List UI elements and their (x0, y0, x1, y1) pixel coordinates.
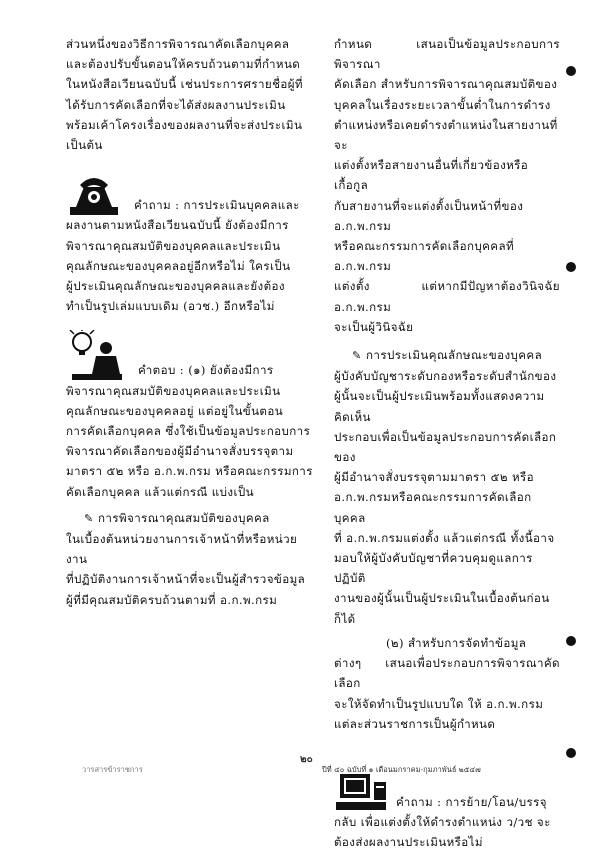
phone-person-icon (66, 169, 122, 227)
answer-block (66, 360, 314, 609)
text-line: ในหนังสือเวียนฉบับนี้ เช่นประการศรายชื่อผู้ที่ (66, 77, 303, 92)
intro-paragraph (66, 34, 314, 155)
margin-bullet-icon (566, 66, 576, 76)
sub-item-label: การพิจารณาคุณสมบัติของบุคคล (98, 510, 270, 525)
right-column (334, 34, 560, 853)
text-line: ผู้นั้นจะเป็นผู้ประเมินพร้อมทั้งแสดงความคิดเห็น (334, 389, 545, 424)
text-line: จะเป็นผู้วินิจฉัย (334, 319, 414, 334)
page-number: ๒๐ (300, 754, 313, 765)
text-line: พิจารณาคุณสมบัติของบุคคลและประเมิน (66, 238, 281, 253)
text-line: เป็นต้น (66, 138, 103, 153)
text-line: ผู้บังคับบัญชาระดับกองหรือระดับสำนักของ (334, 369, 557, 384)
question-label: คำถาม : การประเมินบุคคลและ (134, 198, 300, 213)
text-line: งานของผู้นั้นเป็นผู้ประเมินในเบื้องต้นก่อนก็ได้ (334, 591, 550, 626)
computer-icon (334, 772, 390, 824)
text-line: คัดเลือก สำหรับการพิจารณาคุณสมบัติของ (334, 77, 558, 92)
text-line: มาตรา ๕๒ หรือ อ.ก.พ.กรม หรือคณะกรรมการ (66, 464, 313, 479)
text-line: ผลงานตามหนังสือเวียนฉบับนี้ ยังต้องมีการ (66, 218, 289, 233)
text-line: พิจารณาคัดเลือกของผู้มีอำนาจสั่งบรรจุตาม (66, 444, 294, 459)
pen-icon: ✎ (84, 511, 94, 525)
answer-label: คำตอบ : (๑) ยังต้องมีการ (138, 363, 274, 378)
text-line: ได้รับการคัดเลือกที่จะได้ส่งผลงานประเมิน (66, 97, 286, 112)
text-line: ที่ปฏิบัติงานการเจ้าหน้าที่จะเป็นผู้สำรวจข้อมูล (66, 572, 306, 587)
page-footer (62, 754, 562, 774)
text-line: แต่งตั้ง แต่หากมีปัญหาต้องวินิจฉัย อ.ก.พ.กรม (334, 279, 560, 314)
text-line: หรือคณะกรรมการคัดเลือกบุคคลที่ อ.ก.พ.กรม (334, 239, 514, 274)
text-line: การคัดเลือกบุคคล ซึ่งใช้เป็นข้อมูลประกอบการ (66, 424, 311, 439)
text-line: จะให้จัดทำเป็นรูปแบบใด ให้ อ.ก.พ.กรม (334, 696, 544, 711)
text-line: ทำเป็นรูปเล่มแบบเดิม (อวช.) อีกหรือไม่ (66, 299, 275, 314)
sub-item-lead (66, 508, 314, 529)
text-line: คัดเลือกบุคคล แล้วแต่กรณี แบ่งเป็น (66, 484, 254, 499)
pen-icon: ✎ (352, 349, 362, 363)
question-block (66, 195, 314, 316)
item-2-lead: (๒) สำหรับการจัดทำข้อมูล (386, 635, 527, 650)
text-line: และต้องปรับขั้นตอนให้ครบถ้วนตามที่กำหนด (66, 57, 301, 72)
sub-item-label: การประเมินคุณลักษณะของบุคคล (366, 348, 543, 363)
text-line: บุคคลในเรื่องระยะเวลาขั้นต่ำในการดำรง (334, 97, 551, 112)
margin-bullet-icon (566, 636, 576, 646)
footer-issue-text: ปีที่ ๔๐ ฉบับที่ ๑ เดือนมกราคม-กุมภาพันธ์ ๒๕๔๗ (322, 765, 481, 774)
text-line: แต่งตั้งหรือสายงานอื่นที่เกี่ยวข้องหรือเกื้อกูล (334, 158, 529, 193)
text-line: ผู้ที่มีคุณสมบัติครบถ้วนตามที่ อ.ก.พ.กรม (66, 592, 278, 607)
footer-left-text: วารสารข้าราชการ (82, 765, 143, 774)
text-line: ผู้ประเมินคุณลักษณะของบุคคลและยังต้อง (66, 279, 285, 294)
text-line: ต้องส่งผลงานประเมินหรือไม่ (334, 835, 483, 850)
lightbulb-person-icon (66, 330, 126, 390)
question-block (334, 792, 560, 853)
sub-item-lead (334, 345, 560, 366)
text-line: อ.ก.พ.กรมหรือคณะกรรมการคัดเลือกบุคคล (334, 490, 532, 525)
text-line: มอบให้ผู้บังคับบัญชาที่ควบคุมดูแลการปฏิบัติ (334, 551, 533, 586)
text-line: ตำแหน่งหรือเคยดำรงตำแหน่งในสายงานที่จะ (334, 117, 558, 153)
left-column (66, 34, 314, 610)
text-line: แต่ละส่วนราชการเป็นผู้กำหนด (334, 716, 496, 731)
margin-bullet-icon (566, 262, 576, 272)
text-line: พร้อมเค้าโครงเรื่องของผลงานที่จะส่งประเมิน (66, 117, 303, 132)
text-line: ส่วนหนึ่งของวิธีการพิจารณาคัดเลือกบุคคล (66, 37, 290, 51)
text-line: คุณลักษณะของบุคคลอยู่ แต่อยู่ในขั้นตอน (66, 403, 284, 418)
text-line: กับสายงานที่จะแต่งตั้งเป็นหน้าที่ของ อ.ก.พ.กรม (334, 198, 524, 233)
text-line: ที่ อ.ก.พ.กรมแต่งตั้ง แล้วแต่กรณี ทั้งนี้อาจ (334, 530, 555, 545)
text-line: ต่างๆ เสนอเพื่อประกอบการพิจารณาคัดเลือก (334, 656, 560, 691)
text-line: กลับ เพื่อแต่งตั้งให้ดำรงตำแหน่ง ว/วช จะ (334, 815, 551, 830)
text-line: คุณลักษณะของบุคคลอยู่อีกหรือไม่ ใครเป็น (66, 258, 291, 273)
margin-bullet-icon (566, 748, 576, 758)
text-line: ในเบื้องต้นหน่วยงานการเจ้าหน้าที่หรือหน่วยงาน (66, 532, 298, 567)
text-line: ผู้มีอำนาจสั่งบรรจุตามมาตรา ๕๒ หรือ (334, 470, 535, 485)
text-line: กำหนด เสนอเป็นข้อมูลประกอบการพิจารณา (334, 37, 560, 72)
question-label: คำถาม : การย้าย/โอน/บรรจุ (396, 794, 547, 809)
text-line: พิจารณาคุณสมบัติของบุคคลและประเมิน (66, 383, 281, 398)
text-line: ประกอบเพื่อเป็นข้อมูลประกอบการคัดเลือกของ (334, 429, 557, 465)
